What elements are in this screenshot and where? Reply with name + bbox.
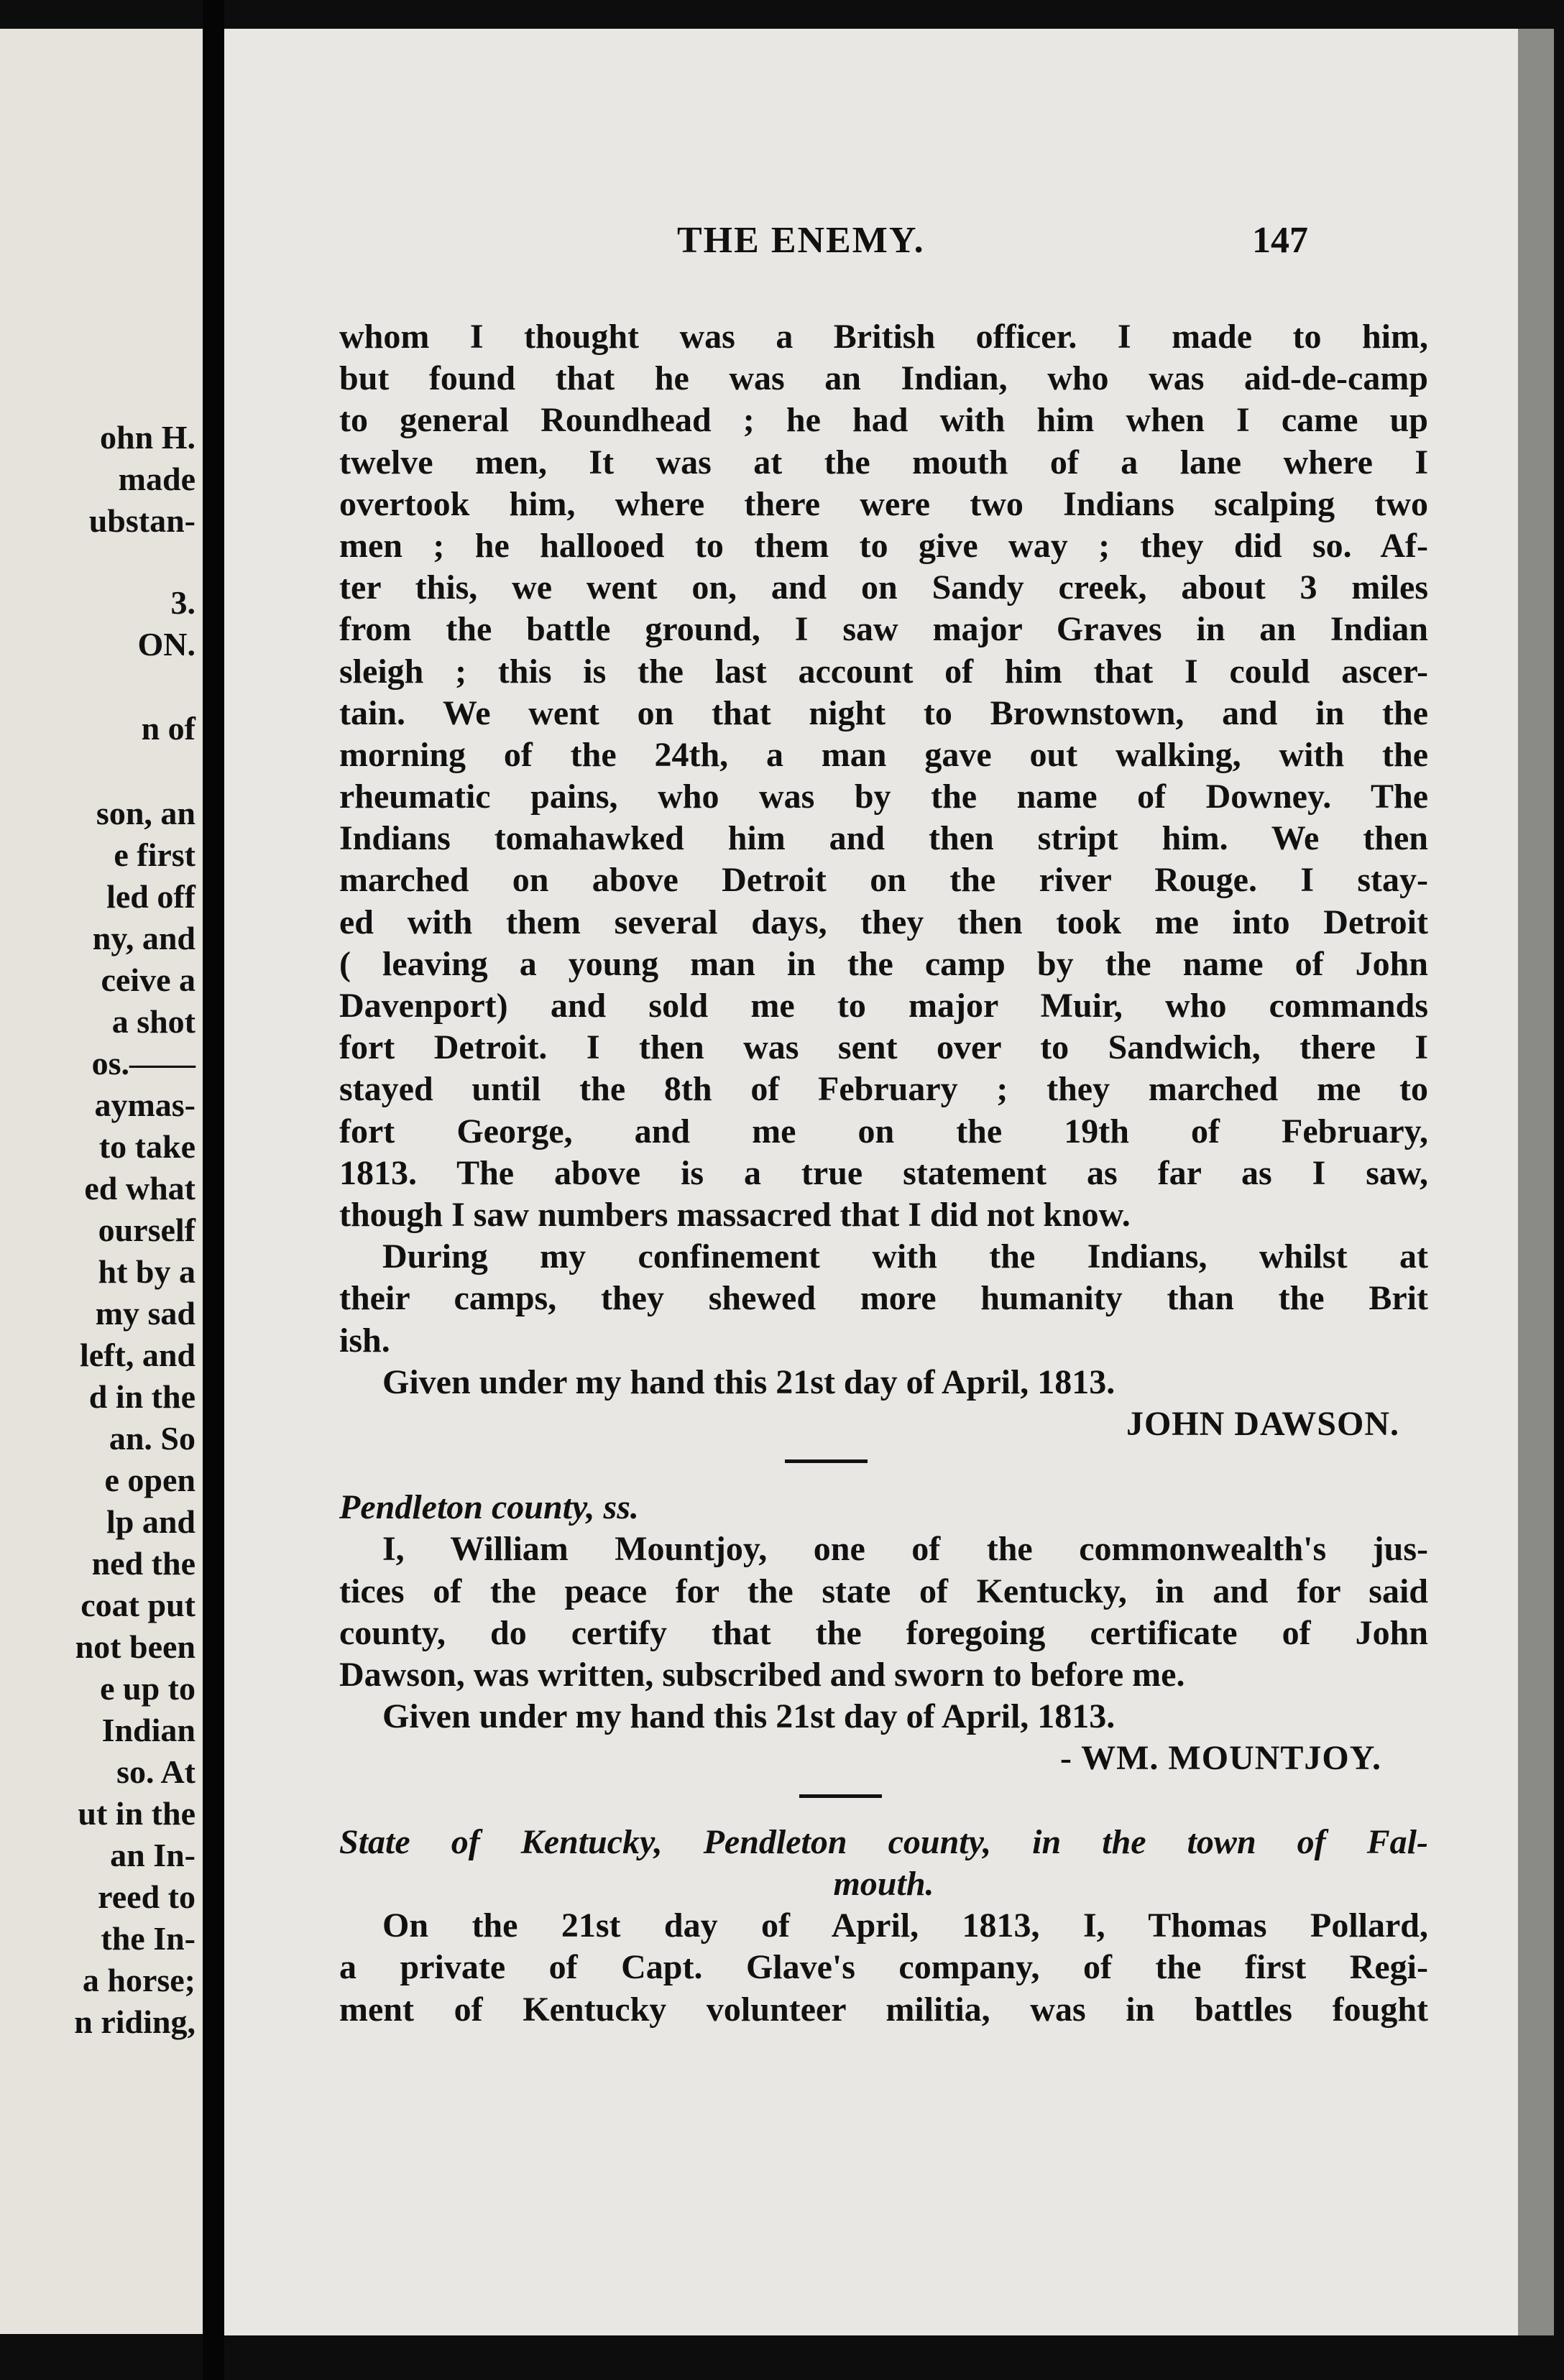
text-line: their camps, they shewed more humanity than the Brit: [339, 1279, 1428, 1318]
text-line: Dawson, was written, subscribed and sworn to before me.: [339, 1656, 1185, 1694]
left-page-line: an. So: [109, 1420, 196, 1457]
left-page-line: e open: [104, 1462, 196, 1498]
given-line: Given under my hand this 21st day of April, 1813.: [382, 1697, 1116, 1736]
text-line: ment of Kentucky volunteer militia, was in battles fought: [339, 1990, 1428, 2029]
text-line: stayed until the 8th of February ; they marched me to: [339, 1070, 1428, 1109]
page-number: 147: [1252, 220, 1308, 261]
left-page-line: os.——: [91, 1045, 196, 1081]
left-page-line: an In-: [110, 1837, 196, 1873]
deposition-paragraph: [339, 1905, 1428, 2031]
text-line: Davenport) and sold me to major Muir, who commands: [339, 987, 1428, 1025]
text-line: men ; he hallooed to them to give way ; they did so. Af-: [339, 526, 1428, 565]
text-line: to general Roundhead ; he had with him when I came up: [339, 401, 1428, 440]
running-title: THE ENEMY.: [677, 220, 925, 261]
text-line: sleigh ; this is the last account of him that I could ascer-: [339, 652, 1428, 691]
left-page-line: n of: [141, 710, 196, 747]
left-page-line: a horse;: [82, 1962, 196, 1998]
left-page-line: ourself: [98, 1212, 196, 1248]
left-page-line: reed to: [98, 1878, 196, 1915]
left-page-line: not been: [75, 1628, 196, 1665]
text-line: rheumatic pains, who was by the name of Downey. The: [339, 778, 1428, 816]
left-page-line: ny, and: [92, 920, 196, 956]
left-page-line: e first: [114, 836, 196, 873]
left-page-line: so. At: [116, 1753, 196, 1790]
certification-paragraph: [339, 1528, 1428, 1654]
book-gutter: [203, 0, 224, 2380]
left-page-line: ed what: [84, 1170, 196, 1207]
left-page-line: ht by a: [98, 1253, 196, 1290]
text-line: ter this, we went on, and on Sandy creek, about 3 miles: [339, 568, 1428, 607]
section-caption: Pendleton county, ss.: [339, 1488, 639, 1527]
section-divider: [339, 1780, 1428, 1822]
left-page-line: coat put: [80, 1587, 196, 1623]
text-line: but found that he was an Indian, who was aid-de-camp: [339, 359, 1428, 398]
text-line: though I saw numbers massacred that I did not know.: [339, 1195, 1131, 1234]
left-page-line: left, and: [80, 1337, 196, 1373]
text-line: a private of Capt. Glave's company, of the first Regi-: [339, 1948, 1428, 1987]
left-page-line: ohn H.: [100, 419, 196, 456]
text-line: During my confinement with the Indians, whilst at: [382, 1237, 1428, 1276]
page-edge: [1518, 29, 1554, 2335]
text-line: tain. We went on that night to Brownstown, and in the: [339, 693, 1428, 732]
text-line: overtook him, where there were two Indians scalping two: [339, 484, 1428, 523]
paragraph-2: [339, 1236, 1428, 1319]
text-line: ( leaving a young man in the camp by the name of John: [339, 944, 1428, 983]
signature-prefix: WM.: [1081, 1739, 1159, 1778]
section-divider: [339, 1445, 1428, 1487]
left-page-line: n riding,: [74, 2003, 196, 2040]
text-line: morning of the 24th, a man gave out walking, with the: [339, 735, 1428, 774]
given-line: Given under my hand this 21st day of April, 1813.: [382, 1362, 1116, 1401]
text-line: I, William Mountjoy, one of the commonwealth's jus-: [382, 1530, 1428, 1569]
left-page-line: made: [118, 461, 196, 497]
left-page-line: Indian: [101, 1712, 196, 1748]
page-147: [224, 29, 1518, 2335]
signature-mountjoy: - WM. MOUNTJOY.: [1059, 1739, 1381, 1778]
text-line: 1813. The above is a true statement as far as I saw,: [339, 1153, 1428, 1192]
text-line: ish.: [339, 1321, 390, 1360]
left-page-line: led off: [106, 878, 196, 915]
left-page-line: ceive a: [101, 961, 196, 998]
left-page-line: the In-: [101, 1920, 196, 1957]
text-line: marched on above Detroit on the river Rouge. I stay-: [339, 861, 1428, 900]
left-page-line: ned the: [91, 1545, 196, 1582]
left-page-line: lp and: [106, 1503, 196, 1540]
left-page-line: 3.: [170, 584, 196, 621]
left-page-line: ut in the: [78, 1795, 196, 1832]
signature-name: MOUNTJOY.: [1168, 1739, 1381, 1778]
left-page-line: d in the: [88, 1378, 196, 1415]
left-page-line: aymas-: [94, 1087, 196, 1123]
left-page-line: a shot: [111, 1003, 196, 1040]
text-line: county, do certify that the foregoing certificate of John: [339, 1613, 1428, 1652]
paragraph-1: [339, 316, 1428, 1194]
text-line: ed with them several days, they then took me into Detroit: [339, 903, 1428, 941]
left-page-line: son, an: [96, 795, 196, 831]
text-line: fort George, and me on the 19th of February,: [339, 1112, 1428, 1150]
text-line: from the battle ground, I saw major Graves in an Indian: [339, 610, 1428, 649]
left-page-line: to take: [98, 1128, 196, 1165]
left-page-line: my sad: [95, 1295, 196, 1332]
signature-john-dawson: JOHN DAWSON.: [1126, 1404, 1399, 1443]
running-header: [224, 219, 1518, 284]
section-caption: State of Kentucky, Pendleton county, in the town of Fal-: [339, 1822, 1428, 1861]
text-line: On the 21st day of April, 1813, I, Thomas Pollard,: [382, 1906, 1428, 1945]
text-line: whom I thought was a British officer. I made to him,: [339, 318, 1428, 356]
body-text: [339, 316, 1428, 2031]
left-page-line: ON.: [137, 626, 196, 663]
text-line: fort Detroit. I then was sent over to Sandwich, there I: [339, 1028, 1428, 1067]
left-page-line: ubstan-: [88, 502, 196, 539]
previous-page-fragment: [0, 29, 203, 2334]
left-page-line: e up to: [100, 1670, 196, 1707]
text-line: tices of the peace for the state of Kentucky, in and for said: [339, 1572, 1428, 1610]
text-line: Indians tomahawked him and then stript him. We then: [339, 819, 1428, 858]
text-line: twelve men, It was at the mouth of a lane where I: [339, 443, 1428, 481]
section-caption-cont: mouth.: [833, 1864, 934, 1903]
